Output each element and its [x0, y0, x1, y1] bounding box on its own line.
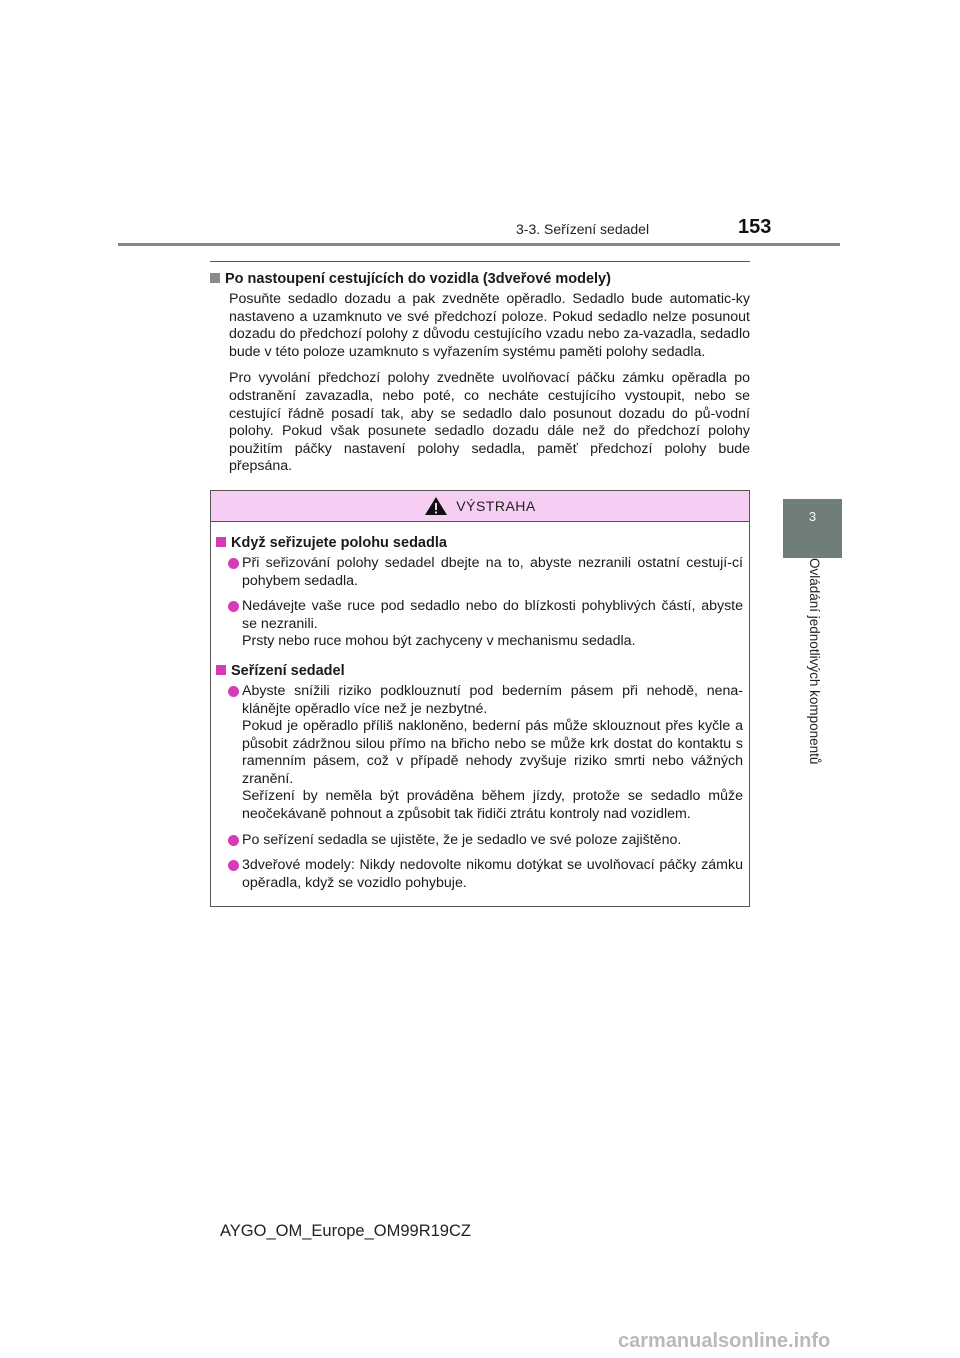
warning-item-text: Při seřizování polohy sedadel dbejte na to, abyste nezranili ostatní cestují-cí pohybem sedadla. [242, 554, 743, 589]
chapter-title-band [783, 558, 842, 828]
square-bullet-icon [216, 665, 226, 675]
warning-item-text: Seřízení by neměla být prováděna během jízdy, protože se sedadlo může neočekávaně pohnout a způsobit tak řidiči ztrátu kontroly nad vozidlem. [242, 788, 743, 823]
section-paragraph: Pro vyvolání předchozí polohy zvedněte uvolňovací páčku zámku opěradla po odstranění zavazadla, nebo poté, co necháte cestujícího vystoupit, nebo se cestující řádně posadí tak, aby se sedadlo dalo posunout dozadu do pů-vodní polohy. Pokud však posunete sedadlo dozadu dále než do předchozí polohy použitím páčky nastavení polohy sedadla, paměť předchozí polohy bude přepsána. [229, 370, 750, 475]
warning-box [210, 490, 750, 908]
header-rule [118, 243, 840, 246]
round-bullet-icon [228, 860, 239, 871]
round-bullet-icon [228, 835, 239, 846]
section-paragraph: Posuňte sedadlo dozadu a pak zvedněte opěradlo. Sedadlo bude automatic-ky nastaveno a uzamknuto ve své předchozí poloze. Pokud sedadlo nelze posunout dozadu do předchozí polohy z důvodu cestujícího vzadu nebo za-vazadla, sedadlo bude v této poloze uzamknuto s vyřazením systému paměti polohy sedadla. [229, 291, 750, 360]
warning-item [216, 683, 743, 824]
document-id: AYGO_OM_Europe_OM99R19CZ [220, 1222, 471, 1240]
section-heading-text: Po nastoupení cestujících do vozidla (3dveřové modely) [225, 271, 611, 287]
square-bullet-icon [216, 537, 226, 547]
warning-item-text: Nedávejte vaše ruce pod sedadlo nebo do blízkosti pohyblivých částí, abyste se nezranili. [242, 598, 743, 632]
warning-item-text: Pokud je opěradlo příliš nakloněno, bederní pás může sklouznout přes kyčle a působit zádržnou silou přímo na břicho nebo se může krk dostat do kontaktu s ramenním pásem, což v případě nehody zvyšuje riziko smrti nebo vážných zranění. [242, 718, 743, 787]
warning-group-heading [216, 533, 743, 553]
warning-item [216, 832, 743, 850]
section-heading [210, 269, 750, 289]
warning-group-heading-text: Seřízení sedadel [231, 662, 345, 679]
warning-title-bar [211, 491, 749, 522]
round-bullet-icon [228, 601, 239, 612]
warning-item-text: Po seřízení sedadla se ujistěte, že je sedadlo ve své poloze zajištěno. [242, 831, 682, 848]
warning-item [216, 555, 743, 590]
round-bullet-icon [228, 686, 239, 697]
warning-item-text: 3dveřové modely: Nikdy nedovolte nikomu dotýkat se uvolňovací páčky zámku opěradla, když se vozidlo pohybuje. [242, 857, 743, 891]
warning-item [216, 598, 743, 651]
warning-body [211, 522, 749, 907]
square-bullet-icon [210, 273, 220, 283]
chapter-number: 3 [808, 509, 817, 524]
page-content [210, 261, 750, 907]
warning-title: VÝSTRAHA [456, 497, 536, 514]
warning-triangle-icon [424, 496, 448, 516]
chapter-title: Ovládání jednotlivých komponentů [806, 558, 822, 765]
page-number: 153 [738, 216, 772, 238]
watermark: carmanualsonline.info [618, 1330, 831, 1352]
running-header-section: 3-3. Seřízení sedadel [516, 221, 650, 237]
warning-group-heading [216, 661, 743, 681]
warning-item [216, 857, 743, 892]
warning-item-text: Abyste snížili riziko podklouznutí pod bederním pásem při nehodě, nena-klánějte opěradlo více než je nezbytné. [242, 682, 743, 717]
round-bullet-icon [228, 558, 239, 569]
warning-item-text: Prsty nebo ruce mohou být zachyceny v mechanismu sedadla. [242, 633, 636, 650]
warning-group-heading-text: Když seřizujete polohu sedadla [231, 534, 447, 551]
content-top-rule [210, 261, 750, 262]
